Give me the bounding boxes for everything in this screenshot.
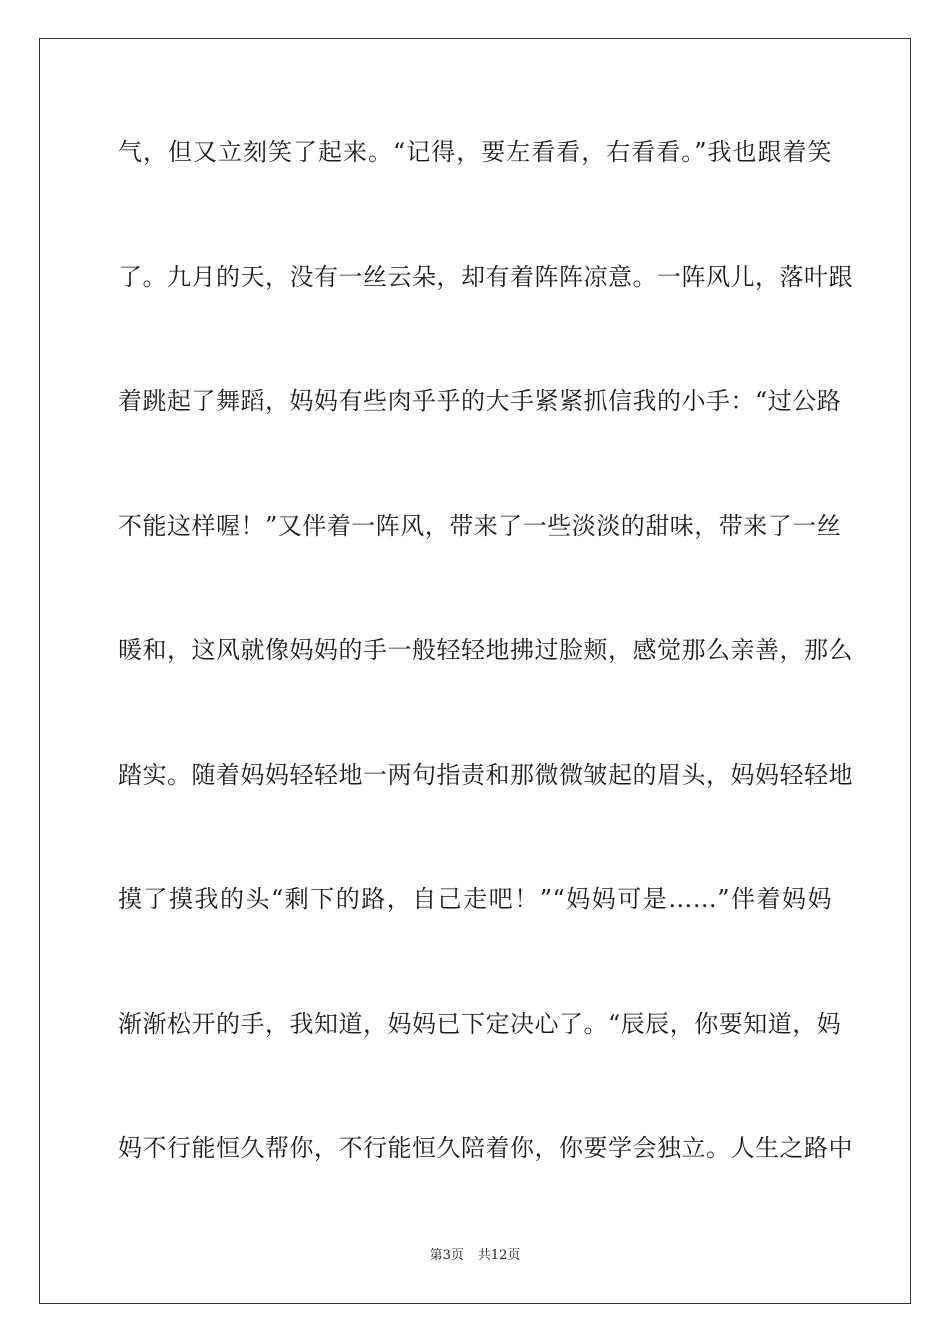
page-footer <box>0 1246 950 1266</box>
text-line-4: 不能这样喔！”又伴着一阵风，带来了一些淡淡的甜味，带来了一丝 <box>118 511 842 540</box>
page-number: 第3页 <box>429 1248 464 1263</box>
text-line-9: 妈不行能恒久帮你，不行能恒久陪着你，你要学会独立。人生之路中 <box>118 1134 853 1162</box>
text-line-1: 气，但又立刻笑了起来。“记得，要左看看，右看看。”我也跟着笑 <box>118 138 832 166</box>
page-total: 共12页 <box>477 1248 521 1263</box>
text-line-2: 了。九月的天，没有一丝云朵，却有着阵阵凉意。一阵风儿，落叶跟 <box>118 262 853 291</box>
text-line-5: 暖和，这风就像妈妈的手一般轻轻地拂过脸颊，感觉那么亲善，那么 <box>118 636 853 664</box>
text-line-6: 踏实。随着妈妈轻轻地一两句指责和那微微皱起的眉头，妈妈轻轻地 <box>118 760 853 789</box>
text-line-3: 着跳起了舞蹈，妈妈有些肉乎乎的大手紧紧抓信我的小手：“过公路 <box>118 387 842 415</box>
text-line-8: 渐渐松开的手，我知道，妈妈已下定决心了。“辰辰，你要知道，妈 <box>118 1009 842 1038</box>
text-line-7: 摸了摸我的头“剩下的路，自己走吧！”“妈妈可是……”伴着妈妈 <box>118 885 832 913</box>
body-text <box>118 122 853 1243</box>
